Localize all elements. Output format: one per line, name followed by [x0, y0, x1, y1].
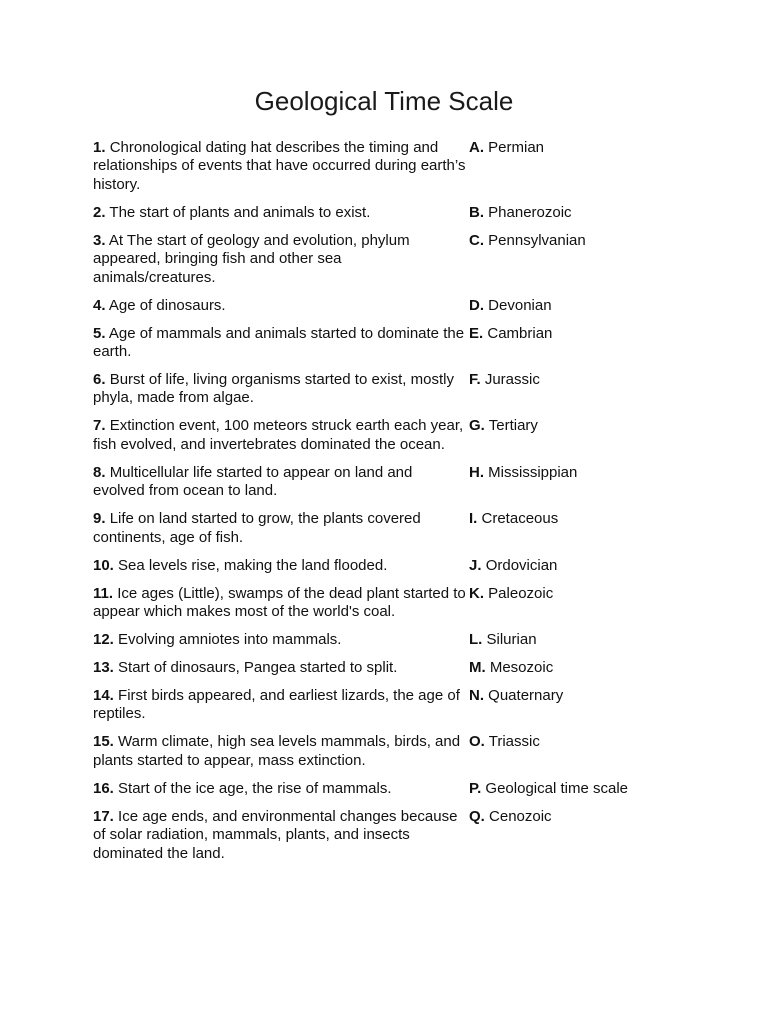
answer-term: Ordovician	[485, 556, 558, 574]
answer-letter: H.	[469, 463, 484, 481]
answer-term: Silurian	[486, 631, 537, 649]
question-number: 10.	[93, 556, 114, 574]
answer-term: Triassic	[488, 733, 540, 751]
answer-term: Cenozoic	[489, 807, 552, 825]
question-number: 8.	[93, 463, 106, 481]
question-text	[93, 510, 469, 547]
answer-term: Jurassic	[484, 371, 540, 389]
answer-option	[469, 417, 673, 454]
answer-term: Phanerozoic	[488, 203, 572, 221]
question-text	[93, 585, 469, 622]
question-text	[93, 557, 469, 575]
question-description: The start of plants and animals to exist.	[109, 203, 371, 221]
answer-option	[469, 631, 673, 649]
matching-list	[93, 139, 673, 873]
question-text	[93, 139, 469, 194]
answer-letter: P.	[469, 779, 482, 797]
answer-letter: L.	[469, 631, 483, 649]
answer-term: Pennsylvanian	[488, 231, 586, 249]
question-description: Sea levels rise, making the land flooded.	[118, 556, 388, 574]
answer-option	[469, 780, 673, 798]
answer-term: Mesozoic	[489, 659, 554, 677]
list-item	[93, 464, 673, 501]
answer-letter: O.	[469, 733, 485, 751]
question-number: 12.	[93, 631, 114, 649]
question-number: 15.	[93, 733, 114, 751]
question-description: Extinction event, 100 meteors struck earth each year, fish evolved, and invertebrates dominated the ocean.	[93, 417, 464, 453]
question-text	[93, 371, 469, 408]
question-number: 4.	[93, 296, 106, 314]
list-item	[93, 585, 673, 622]
answer-option	[469, 659, 673, 677]
answer-option	[469, 557, 673, 575]
answer-option	[469, 204, 673, 222]
question-number: 14.	[93, 687, 114, 705]
answer-letter: N.	[469, 687, 484, 705]
answer-term: Cretaceous	[481, 510, 559, 528]
list-item	[93, 325, 673, 362]
list-item	[93, 780, 673, 798]
question-number: 5.	[93, 324, 106, 342]
question-number: 11.	[93, 584, 114, 602]
question-number: 17.	[93, 807, 114, 825]
question-text	[93, 204, 469, 222]
question-description: Age of dinosaurs.	[108, 296, 226, 314]
question-text	[93, 733, 469, 770]
question-description: First birds appeared, and earliest lizards, the age of reptiles.	[93, 687, 460, 723]
page-title: Geological Time Scale	[254, 86, 514, 116]
question-description: Burst of life, living organisms started to exist, mostly phyla, made from algae.	[93, 371, 454, 407]
question-text	[93, 232, 469, 287]
question-text	[93, 417, 469, 454]
question-description: Life on land started to grow, the plants covered continents, age of fish.	[93, 510, 421, 546]
list-item	[93, 631, 673, 649]
list-item	[93, 808, 673, 863]
answer-letter: M.	[469, 659, 486, 677]
answer-option	[469, 585, 673, 622]
answer-term: Tertiary	[488, 417, 538, 435]
answer-option	[469, 687, 673, 724]
answer-term: Geological time scale	[485, 779, 628, 797]
question-text	[93, 687, 469, 724]
list-item	[93, 139, 673, 194]
question-text	[93, 808, 469, 863]
answer-letter: D.	[469, 296, 484, 314]
list-item	[93, 417, 673, 454]
answer-option	[469, 733, 673, 770]
question-number: 2.	[93, 203, 106, 221]
answer-letter: F.	[469, 371, 481, 389]
answer-option	[469, 297, 673, 315]
answer-option	[469, 139, 673, 194]
question-number: 13.	[93, 659, 114, 677]
question-description: Evolving amniotes into mammals.	[118, 631, 342, 649]
answer-term: Cambrian	[487, 324, 553, 342]
question-number: 16.	[93, 779, 114, 797]
answer-letter: E.	[469, 324, 484, 342]
question-number: 1.	[93, 139, 106, 156]
list-item	[93, 687, 673, 724]
question-number: 3.	[93, 231, 106, 249]
answer-option	[469, 232, 673, 287]
answer-letter: B.	[469, 203, 484, 221]
question-description: Ice ages (Little), swamps of the dead plant started to appear which makes most of the world's coal.	[93, 584, 466, 621]
question-description: Ice age ends, and environmental changes because of solar radiation, mammals, plants, and insects dominated the land.	[93, 807, 458, 862]
answer-term: Quaternary	[488, 687, 564, 705]
answer-term: Devonian	[488, 296, 552, 314]
question-text	[93, 325, 469, 362]
list-item	[93, 733, 673, 770]
answer-letter: Q.	[469, 807, 485, 825]
answer-option	[469, 464, 673, 501]
question-text	[93, 659, 469, 677]
answer-letter: J.	[469, 556, 482, 574]
question-description: Start of the ice age, the rise of mammals.	[118, 779, 392, 797]
question-text	[93, 464, 469, 501]
answer-term: Paleozoic	[488, 584, 554, 602]
question-description: Start of dinosaurs, Pangea started to split.	[118, 659, 398, 677]
question-description: Warm climate, high sea levels mammals, birds, and plants started to appear, mass extinction.	[93, 733, 461, 769]
answer-letter: G.	[469, 417, 485, 435]
list-item	[93, 659, 673, 677]
answer-option	[469, 808, 673, 863]
answer-term: Mississippian	[488, 463, 578, 481]
answer-option	[469, 371, 673, 408]
question-description: Chronological dating hat describes the timing and relationships of events that have occurred during earth’s history.	[93, 139, 466, 193]
question-text	[93, 780, 469, 798]
answer-letter: A.	[469, 139, 484, 156]
list-item	[93, 510, 673, 547]
answer-option	[469, 510, 673, 547]
question-description: At The start of geology and evolution, phylum appeared, bringing fish and other sea animals/creatures.	[93, 231, 410, 286]
question-number: 9.	[93, 510, 106, 528]
question-number: 6.	[93, 371, 106, 389]
question-number: 7.	[93, 417, 106, 435]
question-text	[93, 631, 469, 649]
list-item	[93, 371, 673, 408]
list-item	[93, 232, 673, 287]
answer-letter: C.	[469, 231, 484, 249]
answer-option	[469, 325, 673, 362]
list-item	[93, 297, 673, 315]
question-description: Age of mammals and animals started to dominate the earth.	[93, 324, 465, 361]
list-item	[93, 557, 673, 575]
answer-letter: K.	[469, 584, 484, 602]
answer-letter: I.	[469, 510, 478, 528]
answer-term: Permian	[488, 139, 545, 156]
question-text	[93, 297, 469, 315]
question-description: Multicellular life started to appear on land and evolved from ocean to land.	[93, 463, 413, 500]
list-item	[93, 204, 673, 222]
